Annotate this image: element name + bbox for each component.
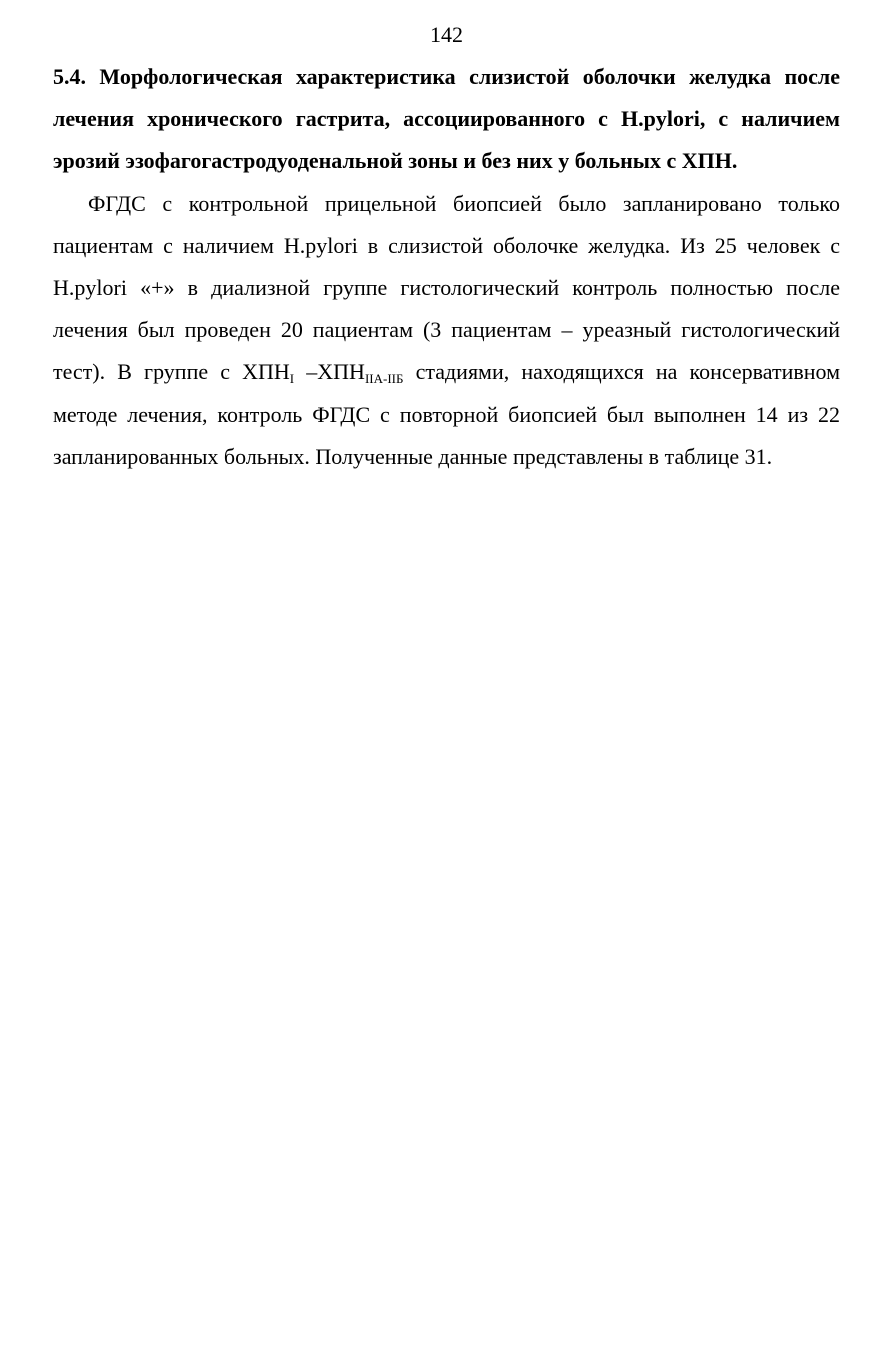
paragraph-text-part-2: –ХПН xyxy=(294,359,365,385)
subscript-stage-1: I xyxy=(289,371,295,387)
document-page xyxy=(53,18,840,478)
paragraph-text-part-1: ФГДС с контрольной прицельной биопсией было запланировано только пациентам с наличием H.pylori в слизистой оболочке желудка. Из 25 человек с H.pylori «+» в диализной группе гистологический контроль полностью после лечения был проведен 20 пациентам (3 пациентам – уреазный гистологический тест). В группе с ХПН xyxy=(53,190,840,385)
subscript-stage-2: IIА-IIБ xyxy=(364,371,404,387)
body-paragraph xyxy=(53,183,840,478)
paragraph-text-part-3: стадиями, находящихся на консервативном методе лечения, контроль ФГДС с повторной биопсией был выполнен 14 из 22 запланированных больных. Полученные данные представлены в таблице 31. xyxy=(53,359,841,469)
section-heading: 5.4. Морфологическая характеристика слизистой оболочки желудка после лечения хронического гастрита, ассоциированного с H.pylori, с наличием эрозий эзофагогастродуоденальной зоны и без них у больных с ХПН. xyxy=(53,64,840,174)
page-number: 142 xyxy=(430,22,463,47)
